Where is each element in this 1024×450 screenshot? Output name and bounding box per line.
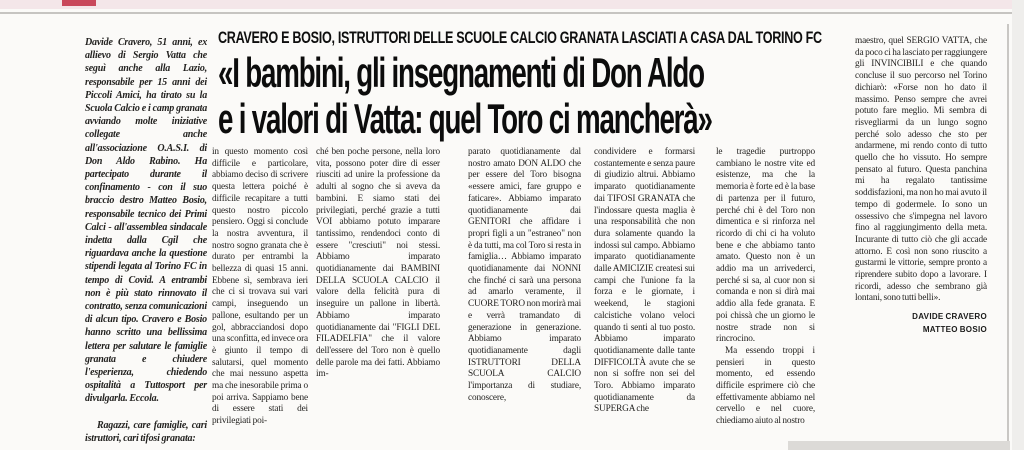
intro-note-salutation: Ragazzi, care famiglie, cari istruttori, cari tifosi granata: <box>85 419 207 444</box>
headline-line-1: «I bambini, gli insegnamenti di Don Aldo <box>218 49 704 96</box>
headline-line-2: e i valori di Vatta: quel Toro ci mancherà» <box>218 95 712 142</box>
letter-column-6 <box>855 36 987 336</box>
letter-column-4: condividere e formarsi costantemente e senza paure di giudizio altrui. Abbiamo imparato quotidianamente dai TIFOSI GRANATA che l'indossare questa maglia è una responsabilità che non dura solamente quando la indossi sul campo. Abbiamo imparato quotidianamente dalle AMICIZIE createsi sui campi che l'unione fa la forza e le giornate, i weekend, le stagioni calcistiche volano veloci quando ti senti al tuo posto. Abbiamo imparato quotidianamente dalle tante DIFFICOLTÀ avute che se non si soffre non sei del Toro. Abbiamo imparato quotidianamente da SUPERGA che <box>594 147 695 415</box>
letter-column-5-paragraph-2: Ma essendo troppi i pensieri in questo momento, ed essendo difficile esprimere ciò che effettivamente abbiamo nel cervello e nel cuore, chiediamo aiuto al nostro <box>716 345 815 427</box>
page-right-margin <box>1012 0 1024 450</box>
signature-name-1: DAVIDE CRAVERO <box>912 312 987 322</box>
signature-name-2: MATTEO BOSIO <box>922 325 987 335</box>
intro-note-paragraph: Davide Cravero, 51 anni, ex allievo di Sergio Vatta che seguì anche alla Lazio, responsabile per 15 anni dei Piccoli Amici, ha tirato su la Scuola Calcio e i camp granata avviando molte iniziative collegate anche all'associazione O.A.S.I. di Don Aldo Rabino. Ha partecipato durante il confinamento - con il suo braccio destro Matteo Bosio, responsabile tecnico dei Primi Calci - all'assemblea sindacale indetta dalla Cgil che riguardava anche la questione stipendi legata al Torino FC in tempo di Covid. A entrambi non è più stato rinnovato il contratto, senza comunicazioni di alcun tipo. Cravero e Bosio hanno scritto una bellissima lettera per salutare le famiglie granata e chiudere l'esperienza, chiedendo ospitalità a Tuttosport per divulgarla. Eccola. <box>85 37 207 405</box>
letter-column-3: parato quotidianamente dal nostro amato DON ALDO che per essere del Toro bisogna «essere amici, fare gruppo e faticare». Abbiamo imparato quotidianamente dai GENITORI che affidare i propri figli a un "estraneo" non è da tutti, ma col Toro si resta in famiglia… Abbiamo imparato quotidianamente dai NONNI che finché ci sarà una persona ad amarlo veramente, il CUORE TORO non morirà mai e verrà tramandato di generazione in generazione. Abbiamo imparato quotidianamente dagli ISTRUTTORI DELLA SCUOLA CALCIO l'importanza di studiare, conoscere, <box>468 147 581 403</box>
column-divider-rule <box>1007 24 1009 450</box>
top-rule <box>0 12 1024 14</box>
letter-column-6-paragraph: maestro, quel SERGIO VATTA, che da poco ci ha lasciato per raggiungere gli INVINCIBILI e che quando concluse il suo percorso nel Torino dichiarò: «Forse non ho dato il massimo. Penso sempre che avrei potuto fare meglio. Mi sembra di risvegliarmi da un lungo sogno perché solo adesso che sto per andarmene, mi rendo conto di tutto quello che ho vissuto. Ho sempre pensato al futuro. Questa panchina mi ha regalato tantissime soddisfazioni, ma non ho mai avuto il tempo di godermele. Io sono un ossessivo che s'impegna nel lavoro fino al raggiungimento della meta. Incurante di tutto ciò che gli accade attorno. E così non sono riuscito a gustarmi le vittorie, sempre pronto a riprendere subito dopo a lavorare. I ricordi, adesso che sembrano già lontani, sono tutti belli». <box>855 36 987 304</box>
top-edge-band <box>0 0 1024 9</box>
letter-column-5-paragraph-1: le tragedie purtroppo cambiano le nostre vite ed esistenze, ma che la memoria è forte ed è la base di partenza per il futuro, perché chi è del Toro non dimentica e si rinforza nel ricordo di chi ci ha voluto bene e che abbiamo tanto amato. Questo non è un addio ma un arrivederci, perché si sa, al cuor non si comanda e non si dirà mai addio alla fede granata. E poi chissà che un giorno le nostre strade non si rincrocino. <box>716 147 815 345</box>
kicker: CRAVERO E BOSIO, ISTRUTTORI DELLE SCUOLE CALCIO GRANATA LASCIATI A CASA DAL TORINO FC <box>218 28 822 47</box>
letter-column-1: in questo momento così difficile e particolare, abbiamo deciso di scrivere questa lettera poiché è difficile recapitare a tutti questo nostro piccolo pensiero. Oggi si conclude la nostra avventura, il nostro sogno granata che è durato per entrambi la bellezza di quasi 15 anni. Ebbene sì, sembrava ieri che ci si trovava sui vari campi, inseguendo un pallone, esultando per un gol, abbracciandosi dopo una sconfitta, ed invece ora è giunto il tempo di salutarsi, quel momento che mai nessuno aspetta ma che inesorabile prima o poi arriva. Sappiamo bene di essere stati dei privilegiati poi- <box>212 147 308 427</box>
letter-column-2: ché ben poche persone, nella loro vita, possono poter dire di esser riusciti ad unire la professione da adulti al sogno che si aveva da bambini. E siamo stati dei privilegiati, perché grazie a tutti VOI abbiamo potuto imparare tantissimo, rendendoci conto di essere "cresciuti" noi stessi. Abbiamo imparato quotidianamente dai BAMBINI DELLA SCUOLA CALCIO il valore della felicità pura di inseguire un pallone in libertà. Abbiamo imparato quotidianamente dai "FIGLI DEL FILADELFIA" che il valore dell'essere del Toro non è quello delle parole ma dei fatti. Abbiamo im- <box>316 147 440 380</box>
masthead-red-mark <box>62 0 96 6</box>
bottom-edge-strip <box>788 441 1010 450</box>
letter-column-5 <box>716 147 815 428</box>
headline <box>218 50 966 142</box>
intro-note <box>85 36 207 445</box>
signature-block <box>855 310 987 336</box>
